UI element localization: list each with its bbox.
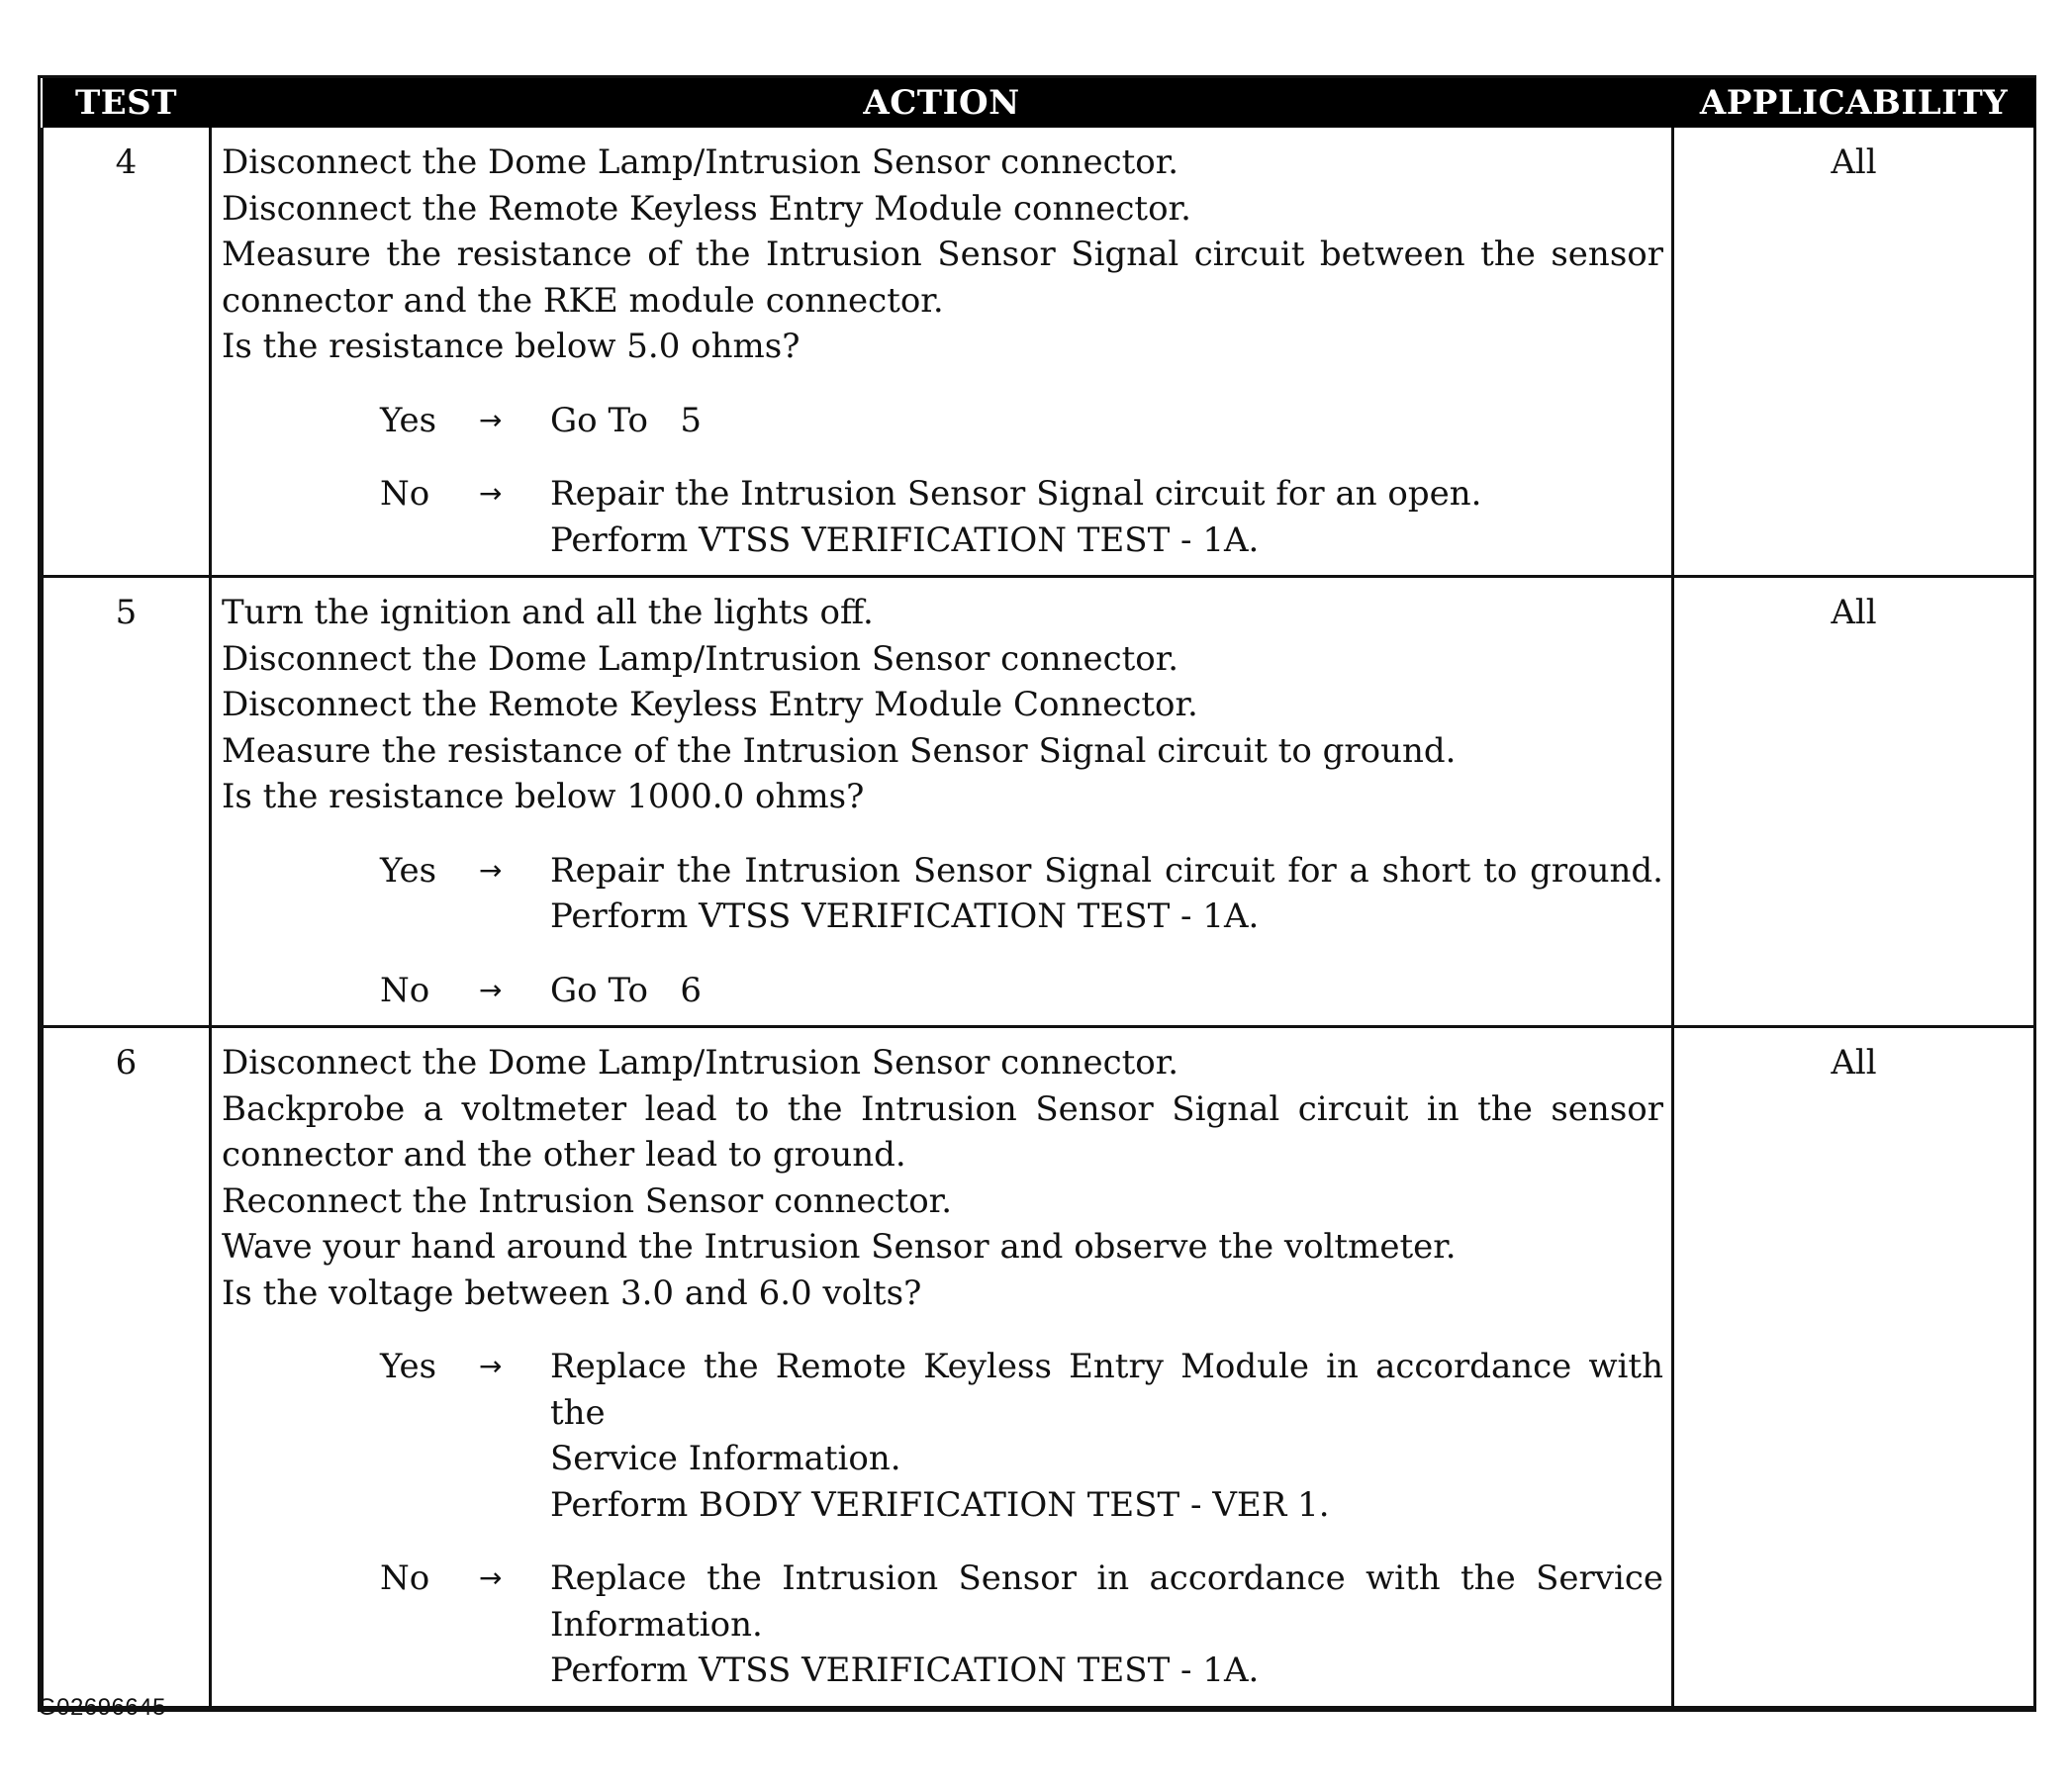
- figure-code: G02696645: [38, 1694, 166, 1721]
- action-step: Measure the resistance of the Intrusion Sensor Signal circuit to ground.: [222, 730, 1457, 771]
- answer-label: Yes: [380, 850, 437, 891]
- table-row: [43, 128, 2035, 577]
- answer-text: [550, 968, 1663, 1014]
- action-step: Backprobe a voltmeter lead to the Intrusion Sensor Signal circuit in the sensor: [222, 1088, 1663, 1129]
- test-table: [41, 78, 2036, 1709]
- answer-text: [550, 848, 1663, 940]
- answer-line: Perform BODY VERIFICATION TEST - VER 1.: [550, 1484, 1330, 1525]
- answer-text: [550, 1344, 1663, 1528]
- answer-label: Yes: [380, 1347, 437, 1386]
- answer-no: [222, 471, 1663, 563]
- answer-line: Replace the Intrusion Sensor in accordance with the Service: [550, 1558, 1663, 1598]
- header-action: ACTION: [211, 78, 1673, 128]
- answer-yes: [222, 1344, 1663, 1528]
- test-number: 5: [43, 577, 211, 1027]
- table-row: [43, 1027, 2035, 1708]
- action-step: Disconnect the Dome Lamp/Intrusion Sensor connector.: [222, 638, 1179, 679]
- action-step: Is the resistance below 5.0 ohms?: [222, 327, 801, 366]
- applicability-cell: All: [1673, 577, 2035, 1027]
- header-applicability: APPLICABILITY: [1673, 78, 2035, 128]
- action-cell: [211, 1027, 1673, 1708]
- answer-yes: [222, 848, 1663, 940]
- applicability-cell: All: [1673, 128, 2035, 577]
- answer-no: [222, 968, 1663, 1014]
- answer-list: [222, 398, 1663, 564]
- table-row: [43, 577, 2035, 1027]
- answer-yes: [222, 398, 1663, 444]
- answer-label: No: [380, 474, 430, 514]
- answer-label: Yes: [380, 400, 437, 440]
- right-arrow-icon: →: [479, 853, 503, 887]
- answer-line: Perform VTSS VERIFICATION TEST - 1A.: [550, 896, 1260, 936]
- answer-line: Go To 6: [550, 970, 702, 1010]
- answer-line: Repair the Intrusion Sensor Signal circuit for an open.: [550, 474, 1482, 514]
- answer-line: Perform VTSS VERIFICATION TEST - 1A.: [550, 1650, 1260, 1690]
- answer-no: [222, 1555, 1663, 1694]
- right-arrow-icon: →: [479, 1561, 503, 1594]
- action-cell: [211, 128, 1673, 577]
- action-step: Disconnect the Remote Keyless Entry Module Connector.: [222, 685, 1198, 724]
- action-step: Is the resistance below 1000.0 ohms?: [222, 777, 865, 816]
- answer-text: [550, 398, 1663, 444]
- action-step: connector and the RKE module connector.: [222, 280, 944, 321]
- right-arrow-icon: →: [479, 477, 503, 510]
- action-step: Disconnect the Dome Lamp/Intrusion Sensor connector.: [222, 1043, 1179, 1083]
- answer-text: [550, 471, 1663, 563]
- answer-line: Service Information.: [550, 1439, 901, 1478]
- action-step: Is the voltage between 3.0 and 6.0 volts?: [222, 1273, 922, 1313]
- right-arrow-icon: →: [479, 973, 503, 1006]
- test-number: 6: [43, 1027, 211, 1708]
- action-step: Measure the resistance of the Intrusion Sensor Signal circuit between the sensor: [222, 235, 1663, 274]
- action-step: Disconnect the Remote Keyless Entry Module connector.: [222, 188, 1191, 229]
- diagnostic-test-table: [38, 75, 2036, 1712]
- answer-list: [222, 1344, 1663, 1694]
- answer-line: Go To 5: [550, 400, 702, 440]
- action-cell: [211, 577, 1673, 1027]
- answer-line: Perform VTSS VERIFICATION TEST - 1A.: [550, 519, 1260, 560]
- action-step: Wave your hand around the Intrusion Sensor and observe the voltmeter.: [222, 1227, 1457, 1267]
- answer-list: [222, 848, 1663, 1014]
- action-step: Disconnect the Dome Lamp/Intrusion Sensor connector.: [222, 142, 1179, 182]
- answer-text: [550, 1555, 1663, 1694]
- right-arrow-icon: →: [479, 403, 503, 436]
- applicability-cell: All: [1673, 1027, 2035, 1708]
- table-header-row: [43, 78, 2035, 128]
- test-number: 4: [43, 128, 211, 577]
- answer-line: Information.: [550, 1604, 763, 1645]
- action-step: connector and the other lead to ground.: [222, 1135, 906, 1175]
- header-test: TEST: [43, 78, 211, 128]
- answer-line: Replace the Remote Keyless Entry Module in accordance with the: [550, 1347, 1663, 1433]
- action-step: Reconnect the Intrusion Sensor connector.: [222, 1180, 953, 1221]
- answer-line: Repair the Intrusion Sensor Signal circuit for a short to ground.: [550, 850, 1663, 891]
- action-step: Turn the ignition and all the lights off.: [222, 593, 874, 632]
- answer-label: No: [380, 970, 430, 1010]
- answer-label: No: [380, 1558, 430, 1598]
- right-arrow-icon: →: [479, 1350, 503, 1382]
